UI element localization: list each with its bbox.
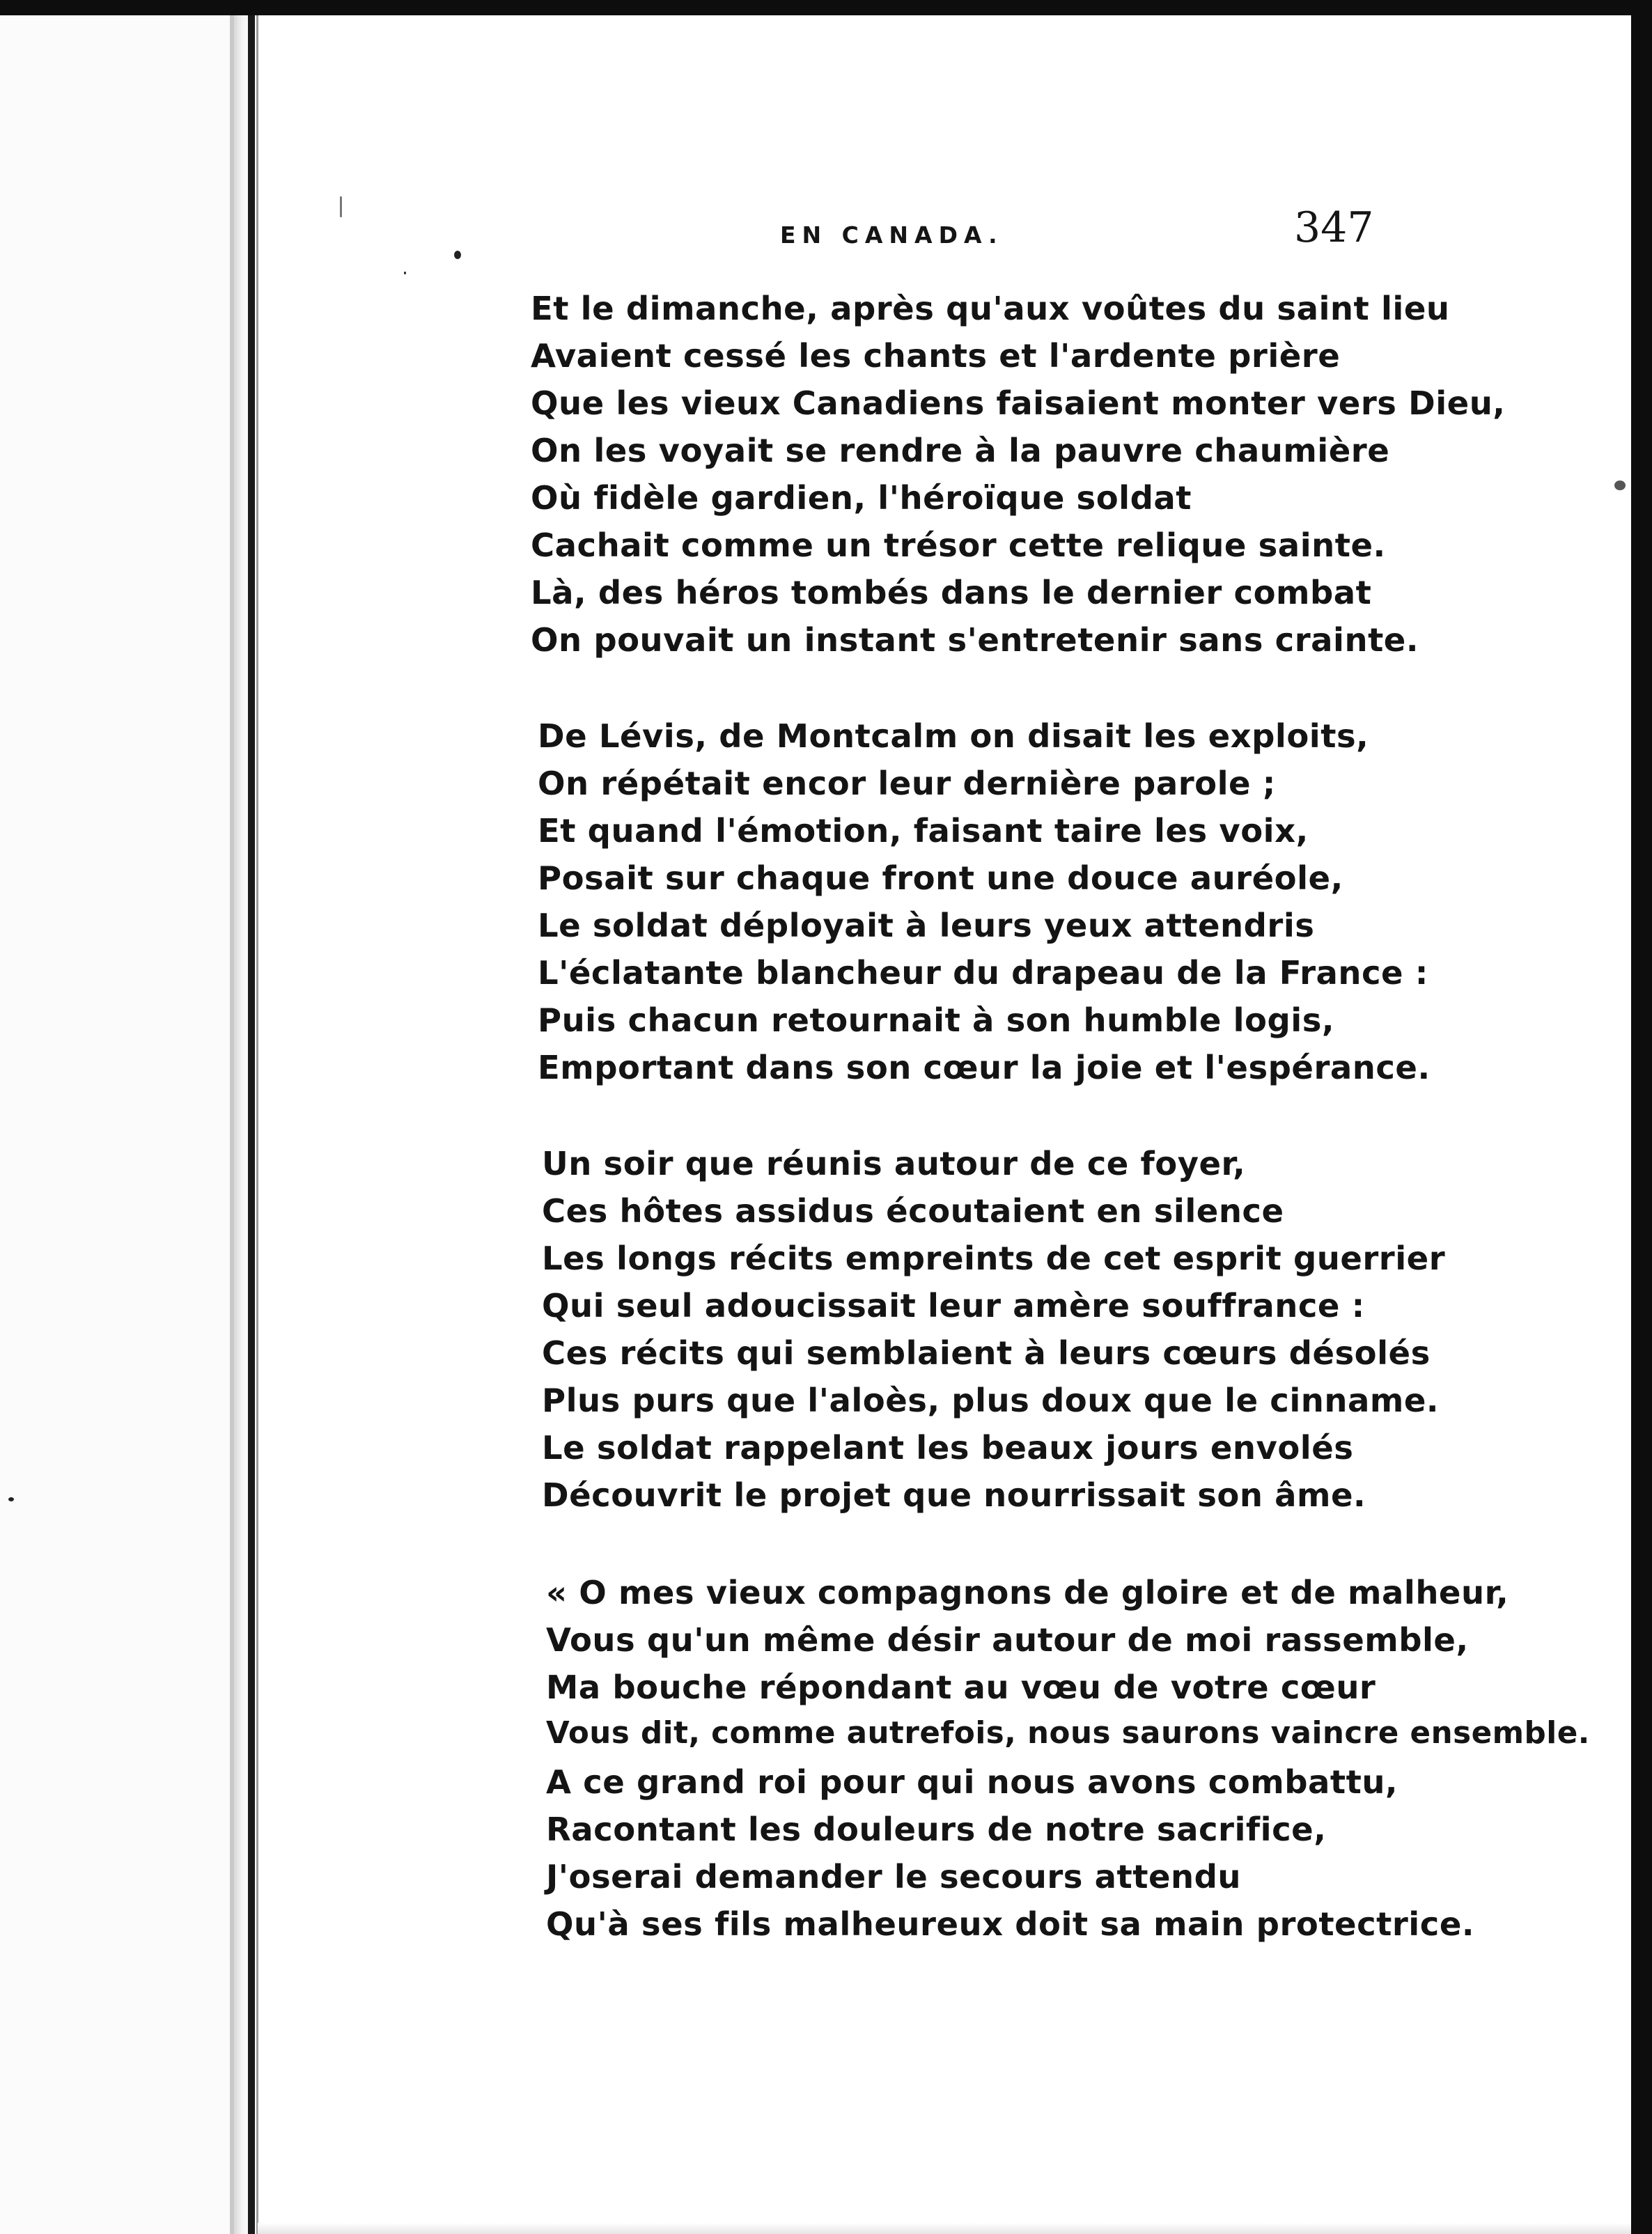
poem-line: Là, des héros tombés dans le dernier combat (531, 574, 1372, 611)
poem-line: Plus purs que l'aloès, plus doux que le cinname. (542, 1382, 1440, 1419)
poem-line: Emportant dans son cœur la joie et l'espérance. (538, 1049, 1431, 1086)
poem-line: Un soir que réunis autour de ce foyer, (542, 1145, 1246, 1182)
ink-speck (1614, 481, 1626, 490)
poem-line: Que les vieux Canadiens faisaient monter vers Dieu, (531, 384, 1506, 422)
poem-line: De Lévis, de Montcalm on disait les exploits, (538, 717, 1369, 755)
facing-page (0, 15, 230, 2234)
poem-line: J'oserai demander le secours attendu (546, 1858, 1241, 1896)
poem-line: Vous dit, comme autrefois, nous saurons vaincre ensemble. (546, 1716, 1590, 1751)
poem-line: Où fidèle gardien, l'héroïque soldat (531, 479, 1192, 517)
poem-line: Puis chacun retournait à son humble logis, (538, 1001, 1335, 1039)
ink-speck (454, 251, 461, 259)
poem-line: On pouvait un instant s'entretenir sans crainte. (531, 621, 1419, 659)
scan-right-border (1631, 0, 1652, 2234)
page-edge-line (256, 15, 258, 2234)
poem-line: Cachait comme un trésor cette relique sainte. (531, 526, 1386, 564)
poem-line: Vous qu'un même désir autour de moi rassemble, (546, 1621, 1469, 1659)
poem-line: L'éclatante blancheur du drapeau de la France : (538, 954, 1428, 992)
book-spine (248, 15, 255, 2234)
poem-line: Ces hôtes assidus écoutaient en silence (542, 1192, 1284, 1230)
poem-line: On les voyait se rendre à la pauvre chaumière (531, 432, 1390, 469)
page-bottom-shadow (258, 2223, 1631, 2234)
poem-line: Et le dimanche, après qu'aux voûtes du saint lieu (531, 290, 1450, 327)
scan-top-border (0, 0, 1652, 15)
poem-line: Ma bouche répondant au vœu de votre cœur (546, 1669, 1376, 1706)
poem-line: Découvrit le projet que nourrissait son âme. (542, 1476, 1366, 1514)
poem-line: Posait sur chaque front une douce auréole, (538, 859, 1343, 897)
poem-line: Et quand l'émotion, faisant taire les voix, (538, 812, 1309, 850)
poem-line: Qu'à ses fils malheureux doit sa main protectrice. (546, 1905, 1475, 1943)
poem-line: Le soldat rappelant les beaux jours envolés (542, 1429, 1354, 1467)
poem-line: A ce grand roi pour qui nous avons combattu, (546, 1763, 1398, 1801)
poem-line: Qui seul adoucissait leur amère souffrance : (542, 1287, 1365, 1325)
poem-line: Racontant les douleurs de notre sacrifice, (546, 1811, 1327, 1848)
poem-line: On répétait encor leur dernière parole ; (538, 765, 1276, 802)
poem-line: Le soldat déployait à leurs yeux attendris (538, 907, 1315, 944)
poem-line: Avaient cessé les chants et l'ardente prière (531, 337, 1341, 375)
ink-speck (404, 272, 406, 274)
poem-line: Les longs récits empreints de cet esprit guerrier (542, 1240, 1446, 1277)
poem-line: Ces récits qui semblaient à leurs cœurs désolés (542, 1334, 1431, 1372)
page-number: 347 (1294, 203, 1374, 252)
poem-line: « O mes vieux compagnons de gloire et de malheur, (546, 1574, 1509, 1611)
ink-speck (8, 1497, 14, 1501)
ink-speck (340, 196, 342, 217)
running-head: EN CANADA. (780, 221, 1004, 249)
